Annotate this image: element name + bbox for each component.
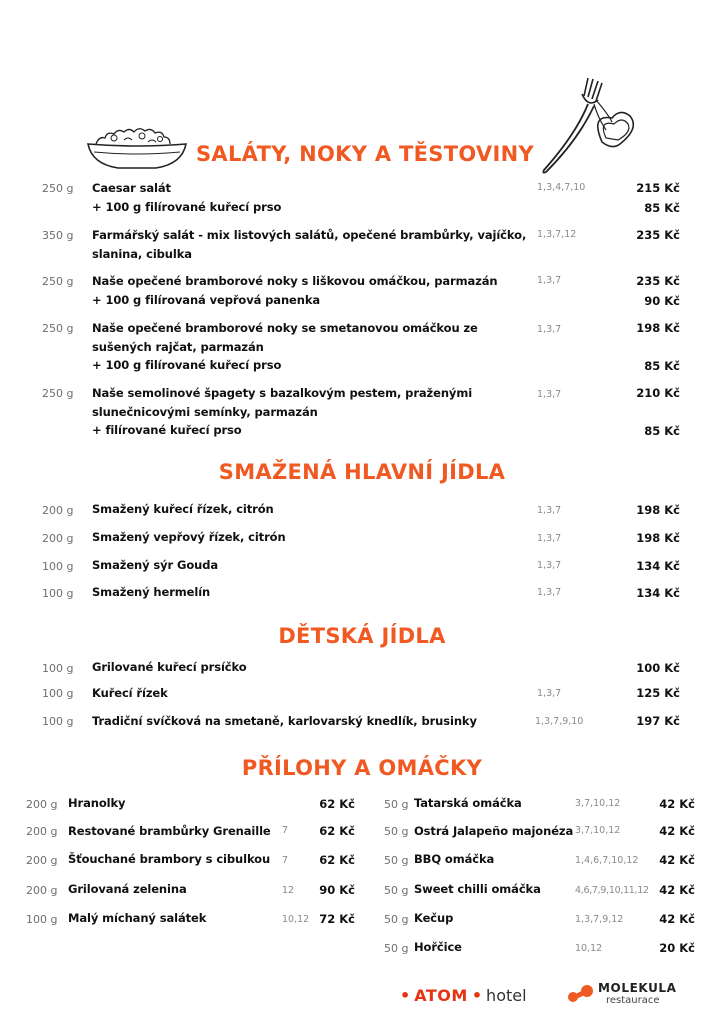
item-name: Smažený kuřecí řízek, citrón bbox=[92, 502, 274, 516]
hotel-wordmark: hotel bbox=[486, 985, 527, 1005]
side-price: 90 Kč bbox=[319, 883, 355, 897]
sauce-allergens: 10,12 bbox=[575, 943, 603, 954]
item-weight: 350 g bbox=[42, 229, 74, 242]
sauce-name: Ostrá Jalapeño majonéza bbox=[414, 824, 574, 838]
item-allergens: 1,3,7 bbox=[537, 275, 562, 286]
item-name: Smažený vepřový řízek, citrón bbox=[92, 530, 286, 544]
item-price: 215 Kč bbox=[636, 181, 680, 195]
sauce-allergens: 3,7,10,12 bbox=[575, 798, 621, 809]
item-price: 90 Kč bbox=[644, 294, 680, 308]
side-name: Šťouchané brambory s cibulkou bbox=[68, 852, 271, 866]
side-allergens: 7 bbox=[282, 855, 289, 866]
sauce-price: 42 Kč bbox=[659, 883, 695, 897]
side-weight: 100 g bbox=[26, 913, 58, 926]
sauce-weight: 50 g bbox=[384, 913, 409, 926]
item-weight: 250 g bbox=[42, 387, 74, 400]
sauce-price: 42 Kč bbox=[659, 824, 695, 838]
item-name-line2: sušených rajčat, parmazán bbox=[92, 340, 264, 354]
side-allergens: 12 bbox=[282, 885, 295, 896]
item-name-line2: slunečnicovými semínky, parmazán bbox=[92, 405, 318, 419]
item-addon: + filírované kuřecí prso bbox=[92, 423, 242, 437]
molekula-logo-icon bbox=[566, 984, 596, 1004]
sauce-allergens: 1,3,7,9,12 bbox=[575, 914, 624, 925]
side-allergens: 7 bbox=[282, 825, 289, 836]
sauce-weight: 50 g bbox=[384, 798, 409, 811]
restaurace-wordmark: restaurace bbox=[606, 995, 660, 1006]
sauce-weight: 50 g bbox=[384, 884, 409, 897]
sauce-name: Sweet chilli omáčka bbox=[414, 882, 541, 896]
item-allergens: 1,3,7 bbox=[537, 560, 562, 571]
item-name: Naše opečené bramborové noky se smetanovou omáčkou ze bbox=[92, 321, 478, 335]
side-name: Malý míchaný salátek bbox=[68, 911, 207, 925]
side-name: Grilovaná zelenina bbox=[68, 882, 187, 896]
side-weight: 200 g bbox=[26, 798, 58, 811]
item-price: 198 Kč bbox=[636, 503, 680, 517]
side-weight: 200 g bbox=[26, 825, 58, 838]
item-name: Kuřecí řízek bbox=[92, 686, 168, 700]
item-weight: 100 g bbox=[42, 560, 74, 573]
side-price: 62 Kč bbox=[319, 853, 355, 867]
logo-dot: • bbox=[471, 985, 483, 1005]
item-addon: + 100 g filírované kuřecí prso bbox=[92, 358, 282, 372]
item-price: 235 Kč bbox=[636, 274, 680, 288]
item-allergens: 1,3,7 bbox=[537, 505, 562, 516]
item-name-line2: slanina, cibulka bbox=[92, 247, 192, 261]
salad-bowl-icon bbox=[84, 118, 190, 172]
item-weight: 250 g bbox=[42, 182, 74, 195]
sauce-weight: 50 g bbox=[384, 854, 409, 867]
item-price: 235 Kč bbox=[636, 228, 680, 242]
side-price: 62 Kč bbox=[319, 824, 355, 838]
side-weight: 200 g bbox=[26, 854, 58, 867]
item-price: 198 Kč bbox=[636, 321, 680, 335]
sauce-allergens: 4,6,7,9,10,11,12 bbox=[575, 885, 649, 896]
section-title-fried: SMAŽENÁ HLAVNÍ JÍDLA bbox=[218, 460, 506, 484]
section-title-salads: SALÁTY, NOKY A TĚSTOVINY bbox=[196, 142, 534, 166]
item-price: 100 Kč bbox=[636, 661, 680, 675]
item-weight: 200 g bbox=[42, 504, 74, 517]
item-weight: 100 g bbox=[42, 662, 74, 675]
atom-hotel-logo bbox=[400, 984, 527, 1006]
side-price: 72 Kč bbox=[319, 912, 355, 926]
section-title-sides: PŘÍLOHY A OMÁČKY bbox=[241, 756, 483, 780]
item-weight: 250 g bbox=[42, 275, 74, 288]
sauce-weight: 50 g bbox=[384, 825, 409, 838]
sauce-allergens: 1,4,6,7,10,12 bbox=[575, 855, 639, 866]
item-allergens: 1,3,4,7,10 bbox=[537, 182, 586, 193]
sauce-name: BBQ omáčka bbox=[414, 852, 495, 866]
section-title-kids: DĚTSKÁ JÍDLA bbox=[278, 624, 446, 648]
item-weight: 100 g bbox=[42, 715, 74, 728]
sauce-name: Tatarská omáčka bbox=[414, 796, 522, 810]
item-allergens: 1,3,7 bbox=[537, 533, 562, 544]
sauce-price: 42 Kč bbox=[659, 853, 695, 867]
item-price: 125 Kč bbox=[636, 686, 680, 700]
item-price: 134 Kč bbox=[636, 586, 680, 600]
item-price: 134 Kč bbox=[636, 559, 680, 573]
item-price: 198 Kč bbox=[636, 531, 680, 545]
item-weight: 100 g bbox=[42, 687, 74, 700]
item-price: 85 Kč bbox=[644, 359, 680, 373]
item-name: Naše semolinové špagety s bazalkovým pestem, praženými bbox=[92, 386, 473, 400]
item-allergens: 1,3,7 bbox=[537, 389, 562, 400]
item-allergens: 1,3,7 bbox=[537, 587, 562, 598]
atom-wordmark: ATOM bbox=[414, 985, 468, 1005]
logo-dot: • bbox=[400, 985, 411, 1005]
sauce-name: Hořčice bbox=[414, 940, 462, 954]
side-allergens: 10,12 bbox=[282, 914, 310, 925]
sauce-price: 42 Kč bbox=[659, 797, 695, 811]
sauce-weight: 50 g bbox=[384, 942, 409, 955]
item-price: 197 Kč bbox=[636, 714, 680, 728]
sauce-allergens: 3,7,10,12 bbox=[575, 825, 621, 836]
side-price: 62 Kč bbox=[319, 797, 355, 811]
item-name: Farmářský salát - mix listových salátů, opečené brambůrky, vajíčko, bbox=[92, 228, 527, 242]
item-name: Grilované kuřecí prsíčko bbox=[92, 660, 247, 674]
item-addon: + 100 g filírovaná vepřová panenka bbox=[92, 293, 321, 307]
item-allergens: 1,3,7 bbox=[537, 688, 562, 699]
sauce-price: 42 Kč bbox=[659, 912, 695, 926]
item-name: Naše opečené bramborové noky s liškovou omáčkou, parmazán bbox=[92, 274, 498, 288]
item-weight: 200 g bbox=[42, 532, 74, 545]
sauce-price: 20 Kč bbox=[659, 941, 695, 955]
side-name: Restované brambůrky Grenaille bbox=[68, 824, 271, 838]
sauce-name: Kečup bbox=[414, 911, 454, 925]
item-price: 85 Kč bbox=[644, 424, 680, 438]
item-addon: + 100 g filírované kuřecí prso bbox=[92, 200, 282, 214]
item-price: 210 Kč bbox=[636, 386, 680, 400]
side-name: Hranolky bbox=[68, 796, 126, 810]
item-allergens: 1,3,7,12 bbox=[537, 229, 577, 240]
item-name: Smažený sýr Gouda bbox=[92, 558, 219, 572]
fork-heart-icon bbox=[536, 74, 642, 176]
molekula-wordmark: MOLEKULA bbox=[598, 981, 677, 995]
side-weight: 200 g bbox=[26, 884, 58, 897]
item-allergens: 1,3,7,9,10 bbox=[535, 716, 584, 727]
item-price: 85 Kč bbox=[644, 201, 680, 215]
item-name: Caesar salát bbox=[92, 181, 171, 195]
item-weight: 100 g bbox=[42, 587, 74, 600]
item-name: Tradiční svíčková na smetaně, karlovarský knedlík, brusinky bbox=[92, 714, 477, 728]
item-weight: 250 g bbox=[42, 322, 74, 335]
item-allergens: 1,3,7 bbox=[537, 324, 562, 335]
item-name: Smažený hermelín bbox=[92, 585, 211, 599]
